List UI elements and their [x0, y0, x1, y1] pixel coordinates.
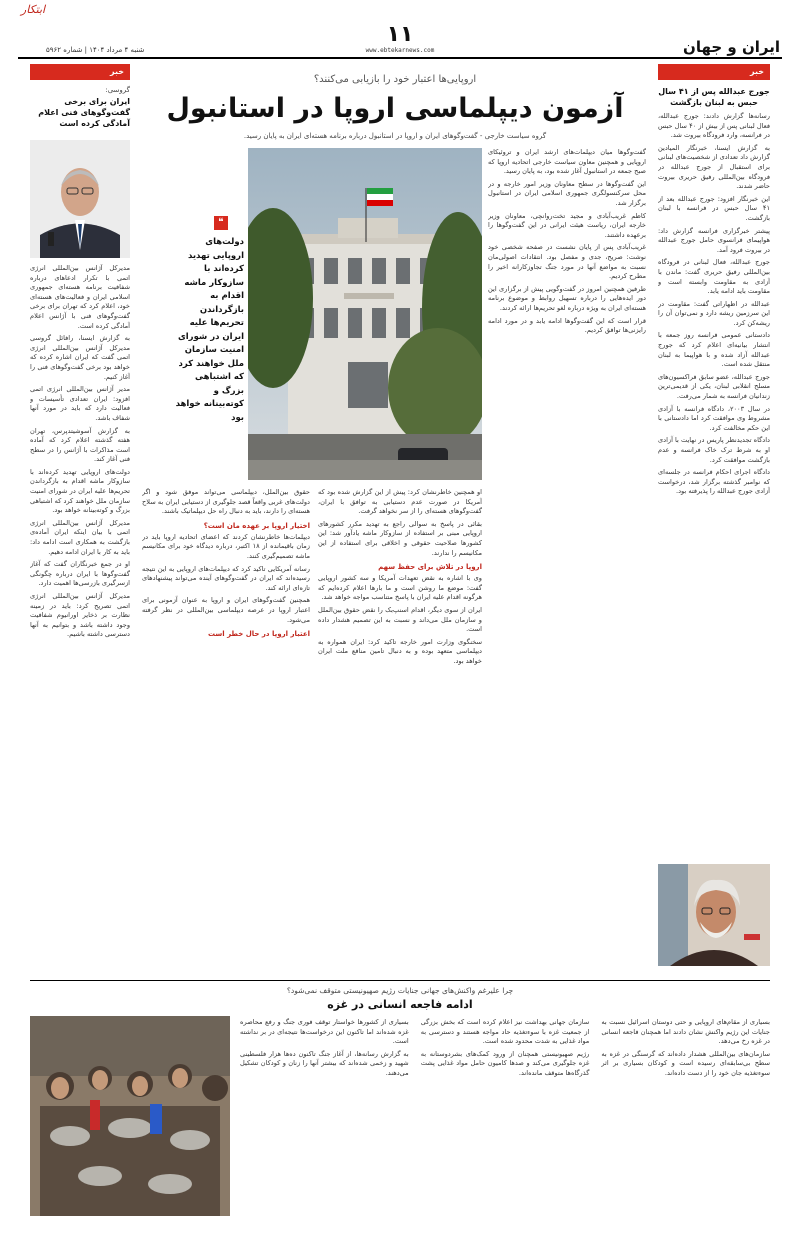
- sidebar-body: [30, 264, 130, 964]
- story-paragraph: رسانه آمریکایی تاکید کرد که دیپلمات‌های اروپایی به این نتیجه رسیده‌اند که ایران در گفت‌وگوهای آینده می‌تواند پیشنهادهای تازه‌ای ارائه کند.: [142, 564, 310, 592]
- sidebar-paragraph: دولت‌های اروپایی تهدید کرده‌اند با سازوکار ماشه اقدام به بازگرداندن تحریم‌ها علیه ایران در شورای امنیت سازمان ملل خواهند کرد که اشتباهی بزرگ و کوته‌بینانه خواهد بود.: [30, 467, 130, 515]
- story-paragraph: دیپلمات‌ها خاطرنشان کردند که اعضای اتحادیه اروپا باید در زمان باقیمانده از ۱۸ اکتبر، درباره دیدگاه خود برای مکانیسم ماشه تصمیم‌گیری کنند.: [142, 532, 310, 560]
- story-paragraph: این گفت‌وگوها در سطح معاونان وزیر امور خارجه و در محل سرکنسولگری جمهوری اسلامی ایران در استانبول برگزار شد.: [488, 179, 646, 207]
- news-badge: خبر: [30, 64, 130, 80]
- gaza-photo: [30, 1016, 230, 1216]
- story-paragraph: قرار است که این گفت‌وگوها ادامه یابد و در مورد ادامه رایزنی‌ها توافق کردیم.: [488, 316, 646, 335]
- sidebar-paragraph: به گزارش ایسنا، رافائل گروسی مدیرکل آژانس بین‌المللی انرژی اتمی گفت که ایران اشاره کرده که خواهد بود برخی گفت‌وگوهای فنی را آغاز کنیم.: [30, 334, 130, 381]
- header-rule: [18, 57, 782, 59]
- section-divider: [30, 980, 770, 981]
- pull-quote: [174, 216, 244, 466]
- news-badge: خبر: [658, 64, 770, 80]
- sidebar-paragraph: رسانه‌ها گزارش دادند: جورج عبدالله، فعال لبنانی پس از بیش از ۴۰ سال حبس در فرانسه، وارد فرودگاه بیروت شد.: [658, 112, 770, 140]
- bottom-kicker: چرا علیرغم واکنش‌های جهانی جنایات رژیم صهیونیستی متوقف نمی‌شود؟: [286, 986, 514, 995]
- bottom-headline: ادامه فاجعه انسانی در غزه: [327, 998, 473, 1011]
- sidebar-paragraph: پیشتر خبرگزاری فرانسه گزارش داد: هواپیمای فرانسوی حامل جورج عبدالله در بیروت فرود آمد.: [658, 226, 770, 254]
- sidebar-title: جورج عبدالله پس از ۴۱ سال حبس به لبنان بازگشت: [658, 87, 770, 107]
- story-lead: گروه سیاست خارجی - گفت‌وگوهای ایران و اروپا در استانبول درباره برنامه هسته‌ای ایران به پایان رسید.: [243, 132, 547, 140]
- sidebar-paragraph: دادستانی عمومی فرانسه روز جمعه با انتشار بیانیه‌ای اعلام کرد که جورج عبدالله آزاد شده و با هواپیما به لبنان منتقل شده است.: [658, 331, 770, 369]
- story-paragraph: سخنگوی وزارت امور خارجه تاکید کرد: ایران همواره به دیپلماسی متعهد بوده و به دنبال تامین منافع ملت ایران خواهد بود.: [318, 637, 482, 665]
- bottom-paragraph: سازمان‌های بین‌المللی هشدار داده‌اند که گرسنگی در غزه به سطح بی‌سابقه‌ای رسیده است و کودکان بسیاری بر اثر سوءتغذیه جان خود را از دست داده‌اند.: [601, 1049, 770, 1077]
- bottom-story: [30, 984, 770, 1224]
- bottom-paragraph: به گزارش رسانه‌ها، از آغاز جنگ تاکنون ده‌ها هزار فلسطینی شهید و زخمی شده‌اند که بیشتر آنها را زنان و کودکان تشکیل می‌دهند.: [240, 1049, 409, 1077]
- pull-quote-text: دولت‌های اروپایی تهدید کرده‌اند با سازوکار ماشه اقدام به بازگرداندن تحریم‌ها علیه ایران در شورای امنیت سازمان ملل خواهند کرد که اشتباهی بزرگ و کوته‌بینانه خواهد بود: [175, 237, 244, 423]
- story-subheading: اعتبار اروپا در حال خطر است: [207, 630, 310, 639]
- page-number: ۱۱: [386, 22, 414, 47]
- sidebar-paragraph: مدیر آژانس بین‌المللی انرژی اتمی افزود: ایران تعدادی تأسیسات و فعالیت دارد که باید در مورد آنها شفاف باشد.: [30, 385, 130, 422]
- bottom-paragraph: بسیاری از مقام‌های اروپایی و حتی دوستان اسرائیل نسبت به جنایات این رژیم واکنش نشان دادند اما همچنان فاجعه انسانی در غزه رخ می‌دهد.: [601, 1018, 770, 1046]
- story-paragraph: غریب‌آبادی پس از پایان نشست در صفحه شخصی خود نوشت: صریح، جدی و مفصل بود. انتقادات اصولی‌مان نسبت به مواضع آنها در مورد جنگ تجاوزکارانه اخیر را مطرح کردیم.: [488, 243, 646, 281]
- sidebar-title: ایران برای برخی گفت‌وگوهای فنی اعلام آمادگی کرده است: [38, 97, 130, 128]
- story-paragraph: کاظم غریب‌آبادی و مجید تخت‌روانچی، معاونان وزیر خارجه ایران، ریاست هیئت ایرانی در این گفت‌وگوها را برعهده داشتند.: [488, 211, 646, 239]
- story-headline: آزمون دیپلماسی اروپا در استانبول: [166, 93, 624, 124]
- story-paragraph: طرفین همچنین امروز در گفت‌وگویی پیش از برگزاری این دور ایده‌هایی را درباره تسهیل روابط و موضوع برنامه هسته‌ای ایران به ویژه درباره لغو تحریم‌ها ارائه کردند.: [488, 284, 646, 312]
- story-paragraph: وی با اشاره به نقض تعهدات آمریکا و سه کشور اروپایی گفت: موضع ما روشن است و ما بارها اعلام کرده‌ایم که هرگونه اقدام علیه ایران با پاسخ متناسب مواجه خواهد شد.: [318, 574, 482, 602]
- left-sidebar: [30, 64, 130, 974]
- bottom-paragraph: بسیاری از کشورها خواستار توقف فوری جنگ و رفع محاصره غزه شده‌اند اما تاکنون این درخواست‌ها نتیجه‌ای در بر نداشته است.: [240, 1018, 409, 1046]
- sidebar-paragraph: او در جمع خبرنگاران گفت که آغاز گفت‌وگوها با ایران درباره چگونگی ازسرگیری بازرسی‌ها اهمیت دارد.: [30, 560, 130, 588]
- main-story: [142, 64, 648, 974]
- sidebar-paragraph: جورج عبدالله، فعال لبنانی در فرودگاه بین‌المللی رفیق حریری گفت: ماندن با آزادی به مقاومت وابسته است و مقاومت باید ادامه یابد.: [658, 258, 770, 296]
- sidebar-paragraph: دادگاه تجدیدنظر پاریس در نهایت با آزادی او به شرط ترک خاک فرانسه و عدم بازگشت موافقت کرد.: [658, 436, 770, 464]
- story-paragraph: او همچنین خاطرنشان کرد: پیش از این گزارش شده بود که آمریکا در صورت عدم دستیابی به توافق با ایران، گفت‌وگوهای هسته‌ای را از سر نخواهد گرفت.: [318, 488, 482, 516]
- consulate-photo: [248, 148, 482, 480]
- story-paragraph: بقائی در پاسخ به سوالی راجع به تهدید مکرر کشورهای اروپایی مبنی بر استفاده از سازوکار ماشه یادآور شد: این کشورها صلاحیت حقوقی و اخلاقی برای استفاده از این مکانیسم را ندارند.: [318, 519, 482, 557]
- story-column-b: [318, 488, 482, 968]
- sidebar-body: [658, 112, 770, 860]
- sidebar-paragraph: عبدالله در اظهاراتی گفت: مقاومت در این سرزمین ریشه دارد و نمی‌توان آن را ریشه‌کن کرد.: [658, 299, 770, 327]
- bottom-paragraph: رژیم صهیونیستی همچنان از ورود کمک‌های بشردوستانه به غزه جلوگیری می‌کند و صدها کامیون حامل مواد غذایی پشت گذرگاه‌ها متوقف مانده‌اند.: [420, 1049, 590, 1077]
- sidebar-paragraph: جورج عبدالله، عضو سابق فراکسیون‌های مسلح انقلابی لبنان، یکی از قدیمی‌ترین زندانیان فرانسه به شمار می‌رفت.: [658, 372, 770, 401]
- masthead: [0, 0, 800, 62]
- website: www.ebtekarnews.com: [365, 47, 435, 54]
- story-column-c: [142, 488, 310, 968]
- story-column-a: [488, 148, 646, 968]
- story-paragraph: حقوق بین‌الملل، دیپلماسی می‌تواند موفق شود و اگر دولت‌های غربی واقعاً قصد جلوگیری از دستیابی ایران به سلاح هسته‌ای را دارند، باید به دنبال راه حل دیپلماتیک باشند.: [142, 488, 310, 516]
- sidebar-kicker: گروسی:: [105, 86, 130, 94]
- grossi-photo: [30, 140, 130, 258]
- sidebar-paragraph: مدیرکل آژانس بین‌المللی انرژی اتمی با تکرار ادعاهای درباره شفافیت برنامه هسته‌ای جمهوری اسلامی ایران و فعالیت‌های هسته‌ای خود، اعلام کرد که تهران برای برخی گفت‌وگوهای فنی با آژانس اعلام آمادگی کرده است.: [30, 264, 130, 330]
- sidebar-paragraph: مدیرکل آژانس بین‌المللی انرژی اتمی تصریح کرد: باید در زمینه نظارت بر ذخایر اورانیوم شفافیت وجود داشته باشد و بتوانیم به آنها دسترسی داشته باشیم.: [30, 592, 130, 639]
- abdallah-photo: [658, 864, 770, 966]
- quote-icon: ❝: [214, 216, 228, 230]
- sidebar-paragraph: مدیرکل آژانس بین‌المللی انرژی اتمی با بیان اینکه ایران آماده‌ی بازگشت به همکاری است ادامه داد: باید به کار با ایران ادامه دهیم.: [30, 518, 130, 556]
- right-sidebar: [658, 64, 770, 974]
- bottom-body: [240, 1018, 770, 1218]
- section-title: ایران و جهان: [683, 38, 780, 56]
- story-kicker: اروپایی‌ها اعتبار خود را بازیابی می‌کنند؟: [313, 74, 477, 85]
- date-issue: شنبه ۴ مرداد ۱۴۰۴ | شماره ۵۹۶۲: [46, 46, 145, 54]
- story-subheading: اروپا در تلاش برای حفظ سهم: [378, 563, 482, 572]
- brand-logo: ابتکار: [20, 3, 46, 16]
- sidebar-paragraph: به گزارش ایسنا، خبرنگار المیادین گزارش داد تعدادی از شخصیت‌های لبنانی برای استقبال از جورج عبدالله در فرودگاه بین‌المللی رفیق حریری بیروت حاضر شدند.: [658, 143, 770, 191]
- sidebar-paragraph: در سال ۲۰۰۳، دادگاه فرانسه با آزادی مشروط وی موافقت کرد اما دادستانی با این حکم مخالفت کرد.: [658, 404, 770, 432]
- sidebar-paragraph: این خبرنگار افزود: جورج عبدالله بعد از ۴۱ سال حبس در فرانسه با لبنان بازگشت.: [658, 194, 770, 222]
- story-paragraph: گفت‌وگوها میان دیپلمات‌های ارشد ایران و تروئیکای اروپایی و همچنین معاون سیاست خارجی اتحادیه اروپا که صبح جمعه در استانبول آغاز شده بود، به پایان رسید.: [488, 148, 646, 176]
- sidebar-paragraph: به گزارش آسوشیتدپرس، تهران هفته گذشته اعلام کرد که آماده است مذاکرات با آژانس را در سطح فنی آغاز کند.: [30, 426, 130, 464]
- story-paragraph: همچنین گفت‌وگوهای ایران و اروپا به عنوان آزمونی برای اعتبار اروپا در عرصه دیپلماسی بین‌المللی در نظر گرفته می‌شود.: [142, 596, 310, 624]
- story-subheading: اختیار اروپا بر عهده مان است؟: [203, 521, 310, 530]
- bottom-paragraph: سازمان جهانی بهداشت نیز اعلام کرده است که بخش بزرگی از جمعیت غزه با سوءتغذیه حاد مواجه هستند و دسترسی به مواد غذایی به شدت محدود شده است.: [420, 1018, 590, 1046]
- sidebar-paragraph: دادگاه اجرای احکام فرانسه در جلسه‌ای که نوامبر گذشته برگزار شد، درخواست آزادی جورج عبدالله را پذیرفته بود.: [658, 468, 770, 496]
- story-paragraph: ایران از سوی دیگر، اقدام اسنپ‌بک را نقض حقوق بین‌الملل و سازمان ملل می‌داند و نسبت به این تصمیم هشدار داده است.: [318, 605, 482, 634]
